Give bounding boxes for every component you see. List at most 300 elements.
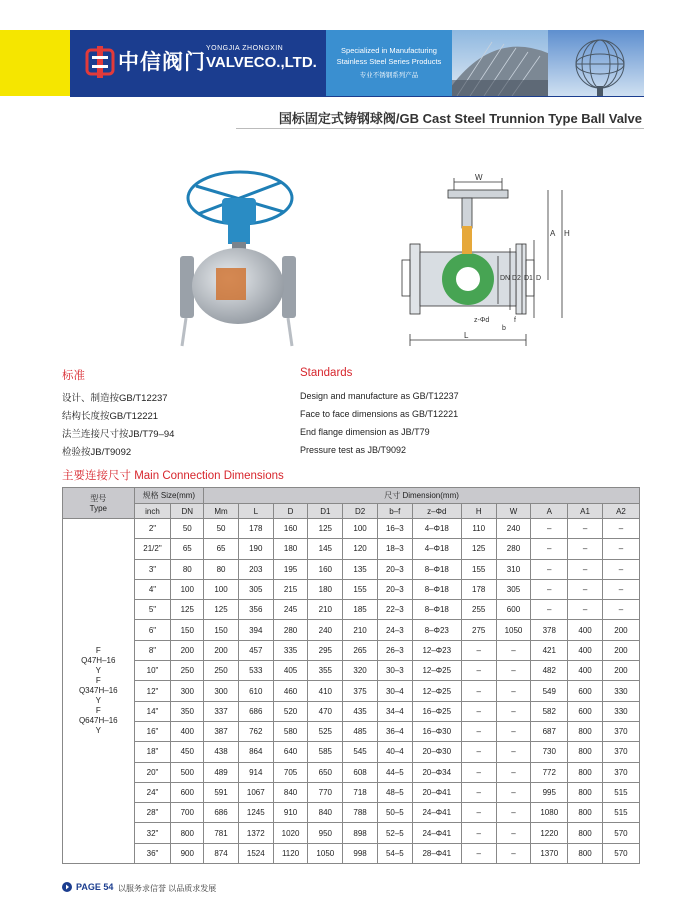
type-model-line: Y [95,696,101,706]
table-cell: 800 [568,843,603,863]
table-cell: 4" [134,579,171,599]
table-cell: 400 [568,661,603,681]
table-cell: 54–5 [377,843,412,863]
table-cell: 515 [602,782,639,802]
table-cell: 1067 [238,782,273,802]
table-cell: 686 [204,803,239,823]
table-cell: 8" [134,640,171,660]
table-cell: – [496,843,531,863]
table-row [63,559,640,579]
table-cell: 50 [171,519,204,539]
slogan-box [326,30,452,96]
table-cell: – [496,762,531,782]
table-cell: 160 [273,519,308,539]
table-cell: 200 [204,640,239,660]
table-row [63,803,640,823]
type-model-line: Q347H–16 [78,686,118,696]
table-cell: – [602,539,639,559]
drawing-label-w: W [475,173,483,182]
title-divider [236,128,644,129]
table-cell: 950 [308,823,343,843]
header-divider [70,96,644,97]
table-cell: – [568,559,603,579]
table-cell: 394 [238,620,273,640]
drawing-label-dn: DN [500,275,511,282]
table-cell: – [496,823,531,843]
column-header: A [531,504,568,519]
table-cell: 150 [204,620,239,640]
table-cell: 687 [531,721,568,741]
drawing-label-b: b [502,325,506,332]
table-cell: 3" [134,559,171,579]
table-cell: 580 [273,721,308,741]
table-cell: – [461,803,496,823]
table-cell: 840 [308,803,343,823]
table-cell: 100 [171,579,204,599]
column-header: L [238,504,273,519]
table-cell: 410 [308,681,343,701]
dimensions-table [62,487,640,864]
table-cell: – [496,742,531,762]
table-cell: 470 [308,701,343,721]
company-name-cn: 中信阀门 [118,51,206,74]
table-cell: 20–Φ30 [412,742,461,762]
table-cell: 4–Φ18 [412,539,461,559]
table-cell: 280 [496,539,531,559]
table-cell: 155 [343,579,378,599]
table-cell: 375 [343,681,378,701]
standard-en-item: End flange dimension as JB/T79 [300,427,430,437]
table-row [63,600,640,620]
table-cell: 435 [343,701,378,721]
drawing-label-d1: D1 [524,275,533,282]
table-cell: 370 [602,762,639,782]
table-cell: 718 [343,782,378,802]
table-cell: 16–3 [377,519,412,539]
table-cell: 545 [343,742,378,762]
table-row [63,519,640,539]
table-cell: 400 [568,640,603,660]
table-row [63,620,640,640]
type-header-en: Type [89,504,107,513]
table-cell: 20–Φ34 [412,762,461,782]
table-cell: 600 [171,782,204,802]
table-cell: 12" [134,681,171,701]
table-row [63,579,640,599]
table-cell: 800 [568,742,603,762]
table-cell: 21/2" [134,539,171,559]
standard-cn-item: 结构长度按GB/T12221 [62,411,159,422]
column-header: D1 [308,504,343,519]
table-cell: – [461,681,496,701]
table-cell: 36" [134,843,171,863]
table-cell: 265 [343,640,378,660]
table-cell: – [496,701,531,721]
table-cell: 185 [343,600,378,620]
drawing-label-d: D [536,275,542,282]
table-cell: – [461,661,496,681]
table-cell: – [602,579,639,599]
table-cell: 8–Φ18 [412,600,461,620]
table-cell: 12–Φ25 [412,661,461,681]
table-cell: 178 [461,579,496,599]
type-model-line: Q647H–16 [78,716,118,726]
table-cell: 8–Φ23 [412,620,461,640]
table-cell: 125 [171,600,204,620]
type-header [63,488,135,519]
table-cell: 330 [602,681,639,701]
table-cell: 457 [238,640,273,660]
table-cell: 180 [273,539,308,559]
table-cell: – [531,579,568,599]
table-cell: 400 [171,721,204,741]
table-cell: – [496,721,531,741]
table-cell: 533 [238,661,273,681]
table-cell: 1080 [531,803,568,823]
table-cell: 10" [134,661,171,681]
header-photo-building [452,30,548,96]
table-cell: 421 [531,640,568,660]
type-model-line: Q47H–16 [81,656,116,666]
column-header: D2 [343,504,378,519]
table-cell: 8–Φ18 [412,579,461,599]
table-cell: – [602,600,639,620]
table-row [63,721,640,741]
column-header: D [273,504,308,519]
table-cell: 178 [238,519,273,539]
table-cell: 570 [602,823,639,843]
table-cell: 525 [308,721,343,741]
table-cell: 195 [273,559,308,579]
table-cell: 16–Φ30 [412,721,461,741]
type-models-cell [63,519,135,864]
table-cell: 370 [602,721,639,741]
table-cell: 840 [273,782,308,802]
table-cell: – [568,600,603,620]
table-cell: – [461,742,496,762]
column-header: A2 [602,504,639,519]
table-cell: 200 [602,620,639,640]
table-cell: 650 [308,762,343,782]
table-cell: 160 [308,559,343,579]
table-row [63,640,640,660]
standard-en-item: Design and manufacture as GB/T12237 [300,391,459,401]
table-cell: 1524 [238,843,273,863]
table-cell: 200 [171,640,204,660]
table-cell: 12–Φ25 [412,681,461,701]
table-cell: 350 [171,701,204,721]
table-cell: 910 [273,803,308,823]
table-cell: 26–3 [377,640,412,660]
table-cell: 570 [602,843,639,863]
table-cell: 772 [531,762,568,782]
table-cell: 355 [308,661,343,681]
valve-dimension-drawing [398,170,578,350]
table-cell: 280 [273,620,308,640]
table-row [63,843,640,863]
table-cell: 489 [204,762,239,782]
table-cell: – [461,640,496,660]
table-cell: 800 [171,823,204,843]
table-cell: 770 [308,782,343,802]
table-row [63,539,640,559]
table-cell: 12–Φ23 [412,640,461,660]
table-cell: 125 [204,600,239,620]
table-cell: – [461,701,496,721]
table-cell: 310 [496,559,531,579]
dimensions-heading: 主要连接尺寸 Main Connection Dimensions [62,470,284,482]
table-cell: 1372 [238,823,273,843]
table-cell: 30–4 [377,681,412,701]
table-cell: 180 [308,579,343,599]
table-cell: 28–Φ41 [412,843,461,863]
table-cell: – [461,843,496,863]
table-cell: 1050 [308,843,343,863]
table-cell: 864 [238,742,273,762]
table-cell: 155 [461,559,496,579]
table-cell: 250 [171,661,204,681]
table-cell: 1220 [531,823,568,843]
type-model-line: Y [95,666,101,676]
standard-cn-item: 设计、制造按GB/T12237 [62,393,168,404]
table-cell: 24–Φ41 [412,803,461,823]
table-cell: – [496,661,531,681]
table-cell: 52–5 [377,823,412,843]
table-cell: 6" [134,620,171,640]
table-cell: 145 [308,539,343,559]
standard-cn-item: 法兰连接尺寸按JB/T79–94 [62,429,175,440]
table-cell: 800 [568,803,603,823]
table-cell: 378 [531,620,568,640]
table-cell: 356 [238,600,273,620]
page-title: 国标固定式铸钢球阀/GB Cast Steel Trunnion Type Ball Valve [278,111,642,126]
page-arrow-icon [62,882,72,892]
footer-slogan: 以服务求信誉 以品质求发展 [118,884,217,893]
drawing-label-zphid: z-Φd [474,317,490,324]
table-cell: 24" [134,782,171,802]
company-logo-icon [85,44,115,80]
table-cell: 240 [496,519,531,539]
table-cell: 8–Φ18 [412,559,461,579]
table-cell: 150 [171,620,204,640]
table-cell: – [496,640,531,660]
dimension-header: 尺寸 Dimension(mm) [204,488,640,504]
table-cell: 32" [134,823,171,843]
table-row [63,681,640,701]
type-model-line: Y [95,726,101,736]
slogan-line: Specialized in Manufacturing [341,46,437,55]
table-cell: 337 [204,701,239,721]
table-cell: 400 [568,620,603,640]
table-cell: 898 [343,823,378,843]
table-cell: 245 [273,600,308,620]
drawing-label-a: A [550,229,556,238]
table-cell: 874 [204,843,239,863]
table-cell: 998 [343,843,378,863]
company-name-en: VALVECO.,LTD. [206,54,317,71]
table-cell: – [568,539,603,559]
table-row [63,701,640,721]
table-cell: 34–4 [377,701,412,721]
table-cell: 460 [273,681,308,701]
table-row [63,762,640,782]
table-cell: 438 [204,742,239,762]
table-cell: 40–4 [377,742,412,762]
table-cell: – [531,539,568,559]
table-cell: 135 [343,559,378,579]
table-cell: 520 [273,701,308,721]
table-cell: – [461,823,496,843]
table-cell: 16–Φ25 [412,701,461,721]
column-header: H [461,504,496,519]
table-cell: 900 [171,843,204,863]
column-header: Mm [204,504,239,519]
column-header: inch [134,504,171,519]
table-cell: 788 [343,803,378,823]
table-cell: 600 [568,681,603,701]
table-cell: 305 [496,579,531,599]
table-cell: 335 [273,640,308,660]
table-cell: 608 [343,762,378,782]
drawing-label-f: f [514,317,516,324]
table-cell: 5" [134,600,171,620]
table-cell: 22–3 [377,600,412,620]
table-cell: – [496,803,531,823]
table-cell: – [531,519,568,539]
drawing-label-d2: D2 [512,275,521,282]
table-cell: 591 [204,782,239,802]
table-cell: 800 [568,782,603,802]
table-cell: 330 [602,701,639,721]
table-cell: 210 [308,600,343,620]
table-cell: 255 [461,600,496,620]
table-cell: 610 [238,681,273,701]
table-cell: 20–3 [377,579,412,599]
table-cell: 100 [204,579,239,599]
table-cell: 600 [496,600,531,620]
drawing-label-l: L [464,331,469,340]
table-cell: 65 [204,539,239,559]
table-cell: – [461,721,496,741]
table-cell: 200 [602,640,639,660]
table-cell: 762 [238,721,273,741]
table-cell: 30–3 [377,661,412,681]
table-cell: 24–Φ41 [412,823,461,843]
table-cell: 387 [204,721,239,741]
table-cell: 36–4 [377,721,412,741]
table-cell: 28" [134,803,171,823]
table-cell: 14" [134,701,171,721]
table-cell: 320 [343,661,378,681]
table-cell: 640 [273,742,308,762]
table-body [63,519,640,864]
table-cell: 120 [343,539,378,559]
table-cell: – [531,559,568,579]
table-cell: 781 [204,823,239,843]
table-cell: 65 [171,539,204,559]
table-cell: 300 [171,681,204,701]
table-cell: 800 [568,823,603,843]
standard-en-item: Face to face dimensions as GB/T12221 [300,409,459,419]
table-cell: – [568,579,603,599]
type-model-line: F [95,646,101,656]
table-cell: 295 [308,640,343,660]
table-cell: 240 [308,620,343,640]
standards-heading-cn: 标准 [62,370,85,382]
table-cell: 4–Φ18 [412,519,461,539]
table-cell: – [461,782,496,802]
table-cell: 450 [171,742,204,762]
type-model-line: F [95,676,101,686]
table-cell: – [496,782,531,802]
table-cell: 24–3 [377,620,412,640]
table-cell: 1370 [531,843,568,863]
table-cell: 18" [134,742,171,762]
table-cell: – [496,681,531,701]
table-cell: 1050 [496,620,531,640]
standard-cn-item: 检验按JB/T9092 [62,447,132,458]
table-cell: 250 [204,661,239,681]
table-cell: 100 [343,519,378,539]
table-cell: 1020 [273,823,308,843]
valve-photo [178,168,296,348]
table-cell: 515 [602,803,639,823]
table-cell: 200 [602,661,639,681]
table-cell: – [531,600,568,620]
table-cell: 305 [238,579,273,599]
slogan-line-cn: 专业不锈钢系列产品 [359,72,419,79]
header-accent-tab [0,30,70,96]
table-cell: – [602,519,639,539]
table-cell: 18–3 [377,539,412,559]
table-cell: 705 [273,762,308,782]
table-cell: 110 [461,519,496,539]
table-row [63,661,640,681]
table-cell: 600 [568,701,603,721]
table-cell: 50–5 [377,803,412,823]
table-row [63,782,640,802]
drawing-label-h: H [564,229,570,238]
column-header: b–f [377,504,412,519]
size-header: 规格 Size(mm) [134,488,204,504]
table-cell: 20–Φ41 [412,782,461,802]
column-header: A1 [568,504,603,519]
table-cell: 686 [238,701,273,721]
company-name-en-small: YONGJIA ZHONGXIN [206,45,284,52]
column-header: DN [171,504,204,519]
table-cell: 914 [238,762,273,782]
table-cell: 482 [531,661,568,681]
table-cell: 800 [568,762,603,782]
table-cell: – [461,762,496,782]
table-cell: 500 [171,762,204,782]
table-row [63,742,640,762]
table-cell: 80 [171,559,204,579]
table-cell: 80 [204,559,239,579]
table-cell: 995 [531,782,568,802]
table-cell: 485 [343,721,378,741]
table-cell: 210 [343,620,378,640]
table-cell: – [602,559,639,579]
table-cell: 48–5 [377,782,412,802]
table-cell: 125 [308,519,343,539]
table-cell: 1245 [238,803,273,823]
slogan-line: Stainless Steel Series Products [336,57,442,66]
table-cell: – [568,519,603,539]
table-cell: 700 [171,803,204,823]
table-cell: 20–3 [377,559,412,579]
table-cell: 300 [204,681,239,701]
